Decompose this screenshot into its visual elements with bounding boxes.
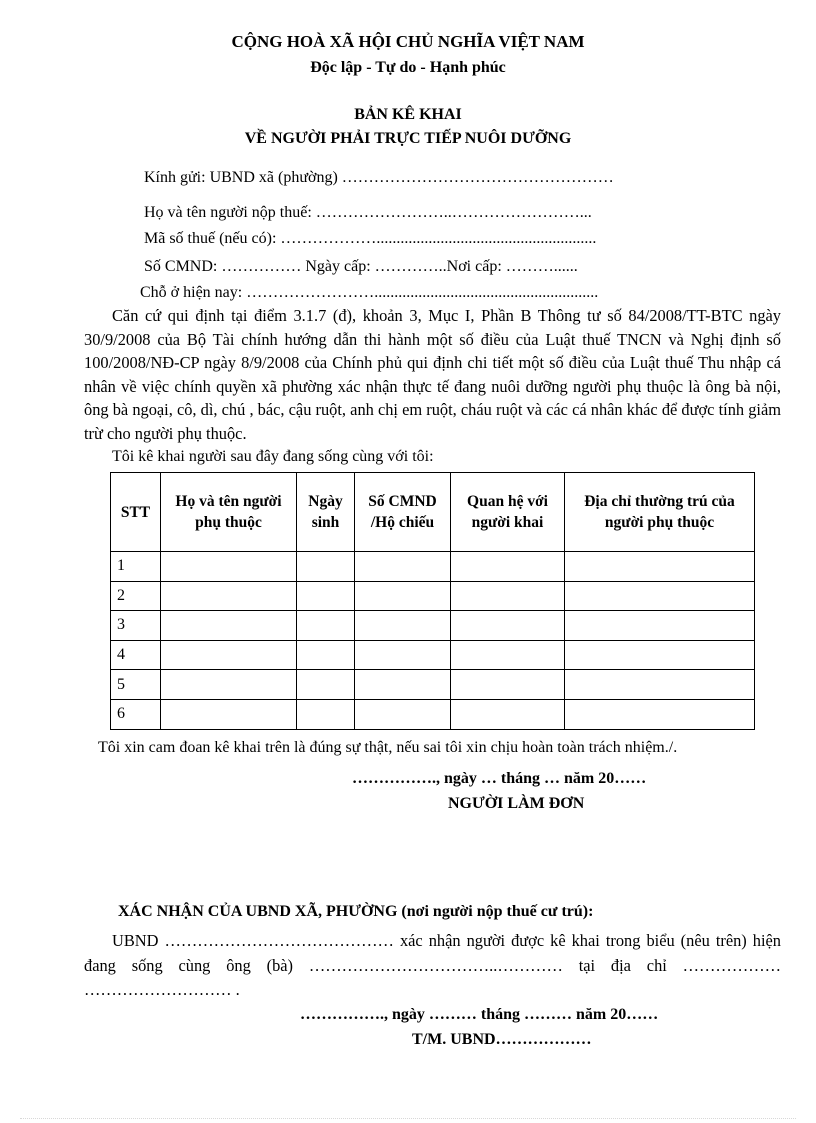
dob-cell[interactable]: [297, 640, 355, 670]
name-cell[interactable]: [161, 552, 297, 582]
table-row: [111, 670, 755, 700]
address-cell[interactable]: [565, 552, 755, 582]
name-cell[interactable]: [161, 581, 297, 611]
address-cell[interactable]: [565, 670, 755, 700]
id-cell[interactable]: [355, 611, 451, 641]
confirmation-heading: XÁC NHẬN CỦA UBND XÃ, PHƯỜNG (nơi người nộp thuế cư trú):: [118, 903, 594, 920]
tax-code-field: Mã số thuế (nếu có): ……………….......................................................: [144, 230, 597, 247]
applicant-signature-title: NGƯỜI LÀM ĐƠN: [448, 795, 585, 812]
relation-cell[interactable]: [451, 552, 565, 582]
dob-cell[interactable]: [297, 552, 355, 582]
table-row: [111, 699, 755, 729]
row-number: 2: [111, 581, 161, 611]
id-cell[interactable]: [355, 640, 451, 670]
page-bottom-divider: [20, 1118, 796, 1119]
table-row: [111, 640, 755, 670]
residence-field: Chỗ ở hiện nay: ……………………........................................................: [140, 284, 599, 301]
col-header-dob: Ngày sinh: [297, 473, 355, 552]
motto: Độc lập - Tự do - Hạnh phúc: [310, 59, 506, 76]
name-cell[interactable]: [161, 640, 297, 670]
nation-heading: CỘNG HOÀ XÃ HỘI CHỦ NGHĨA VIỆT NAM: [231, 32, 585, 51]
col-header-stt: STT: [111, 473, 161, 552]
address-cell[interactable]: [565, 581, 755, 611]
id-cell[interactable]: [355, 699, 451, 729]
col-header-address: Địa chỉ thường trú của người phụ thuộc: [565, 473, 755, 552]
id-cell[interactable]: [355, 670, 451, 700]
relation-cell[interactable]: [451, 699, 565, 729]
row-number: 5: [111, 670, 161, 700]
declaration-intro: Tôi kê khai người sau đây đang sống cùng với tôi:: [112, 448, 434, 465]
dob-cell[interactable]: [297, 670, 355, 700]
document-title: BẢN KÊ KHAI: [354, 106, 462, 123]
address-cell[interactable]: [565, 640, 755, 670]
row-number: 1: [111, 552, 161, 582]
relation-cell[interactable]: [451, 581, 565, 611]
taxpayer-name-field: Họ và tên người nộp thuế: ……………………..……………………...: [144, 204, 592, 221]
id-cell[interactable]: [355, 552, 451, 582]
ubnd-date-line: ……………., ngày ……… tháng ……… năm 20……: [300, 1006, 659, 1023]
recipient-field: Kính gửi: UBND xã (phường) ……………………………………………: [144, 169, 614, 186]
confirmation-text: UBND …………………………………… xác nhận người được kê khai trong biểu (nêu trên) hiện đang sống cùng ông (bà) ……………………………..………… tại địa chỉ ……………… ……………………… .: [84, 931, 781, 999]
dob-cell[interactable]: [297, 699, 355, 729]
dependents-table: [110, 472, 755, 730]
col-header-id: Số CMND /Hộ chiếu: [355, 473, 451, 552]
name-cell[interactable]: [161, 699, 297, 729]
col-header-relation: Quan hệ với người khai: [451, 473, 565, 552]
relation-cell[interactable]: [451, 640, 565, 670]
table-row: [111, 552, 755, 582]
table-header-row: [111, 473, 755, 552]
row-number: 4: [111, 640, 161, 670]
table-row: [111, 611, 755, 641]
relation-cell[interactable]: [451, 670, 565, 700]
dob-cell[interactable]: [297, 611, 355, 641]
id-cell[interactable]: [355, 581, 451, 611]
id-card-field: Số CMND: …………… Ngày cấp: …………..Nơi cấp: ………......: [144, 258, 578, 275]
address-cell[interactable]: [565, 611, 755, 641]
table-row: [111, 581, 755, 611]
document-subtitle: VỀ NGƯỜI PHẢI TRỰC TIẾP NUÔI DƯỠNG: [244, 130, 572, 147]
ubnd-signature-title: T/M. UBND………………: [412, 1031, 592, 1048]
name-cell[interactable]: [161, 611, 297, 641]
name-cell[interactable]: [161, 670, 297, 700]
row-number: 6: [111, 699, 161, 729]
address-cell[interactable]: [565, 699, 755, 729]
row-number: 3: [111, 611, 161, 641]
dob-cell[interactable]: [297, 581, 355, 611]
relation-cell[interactable]: [451, 611, 565, 641]
legal-basis-paragraph: Căn cứ qui định tại điểm 3.1.7 (đ), khoản 3, Mục I, Phần B Thông tư số 84/2008/TT-BTC ngày 30/9/2008 của Bộ Tài chính hướng dẫn thi hành một số điều của Luật thuế TNCN và Nghị định số 100/2008/NĐ-CP ngày 8/9/2008 của Chính phủ qui định chi tiết một số điều của Luật thuế Thu nhập cá nhân về việc chính quyền xã phường xác nhận thực tế đang nuôi dưỡng người phụ thuộc là ông bà nội, ông bà ngoại, cô, dì, chú , bác, cậu ruột, anh chị em ruột, cháu ruột và các cá nhân khác để được tính giảm trừ cho người phụ thuộc.: [84, 306, 781, 443]
col-header-name: Họ và tên người phụ thuộc: [161, 473, 297, 552]
applicant-date-line: ……………., ngày … tháng … năm 20……: [352, 770, 647, 787]
commitment-statement: Tôi xin cam đoan kê khai trên là đúng sự thật, nếu sai tôi xin chịu hoàn toàn trách nhiệm./.: [98, 739, 678, 756]
